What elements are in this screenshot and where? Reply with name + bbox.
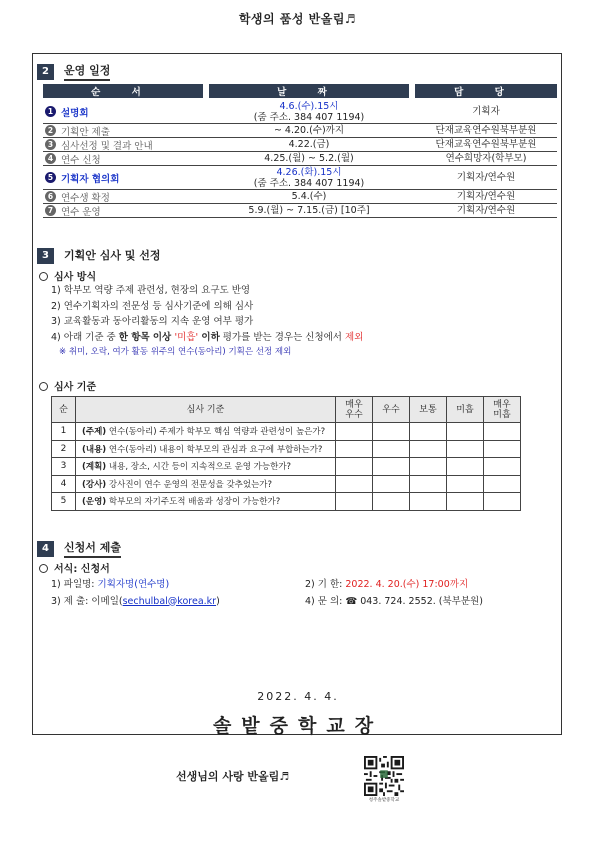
step-2-icon: 2	[45, 125, 56, 136]
criteria-desc: 강사진이 연수 운영의 전문성을 갖추었는가?	[106, 479, 273, 490]
criteria-header-good: 우수	[373, 397, 410, 423]
schedule-row	[43, 152, 557, 166]
schedule-row	[43, 166, 557, 190]
schedule-header-date: 날 짜	[209, 84, 409, 98]
criteria-tag: (강사)	[82, 479, 107, 490]
schedule-row	[43, 100, 557, 124]
criteria-row	[52, 475, 521, 493]
section4-number: 4	[37, 541, 54, 557]
schedule-item: 설명회	[61, 107, 89, 119]
score-cell	[410, 458, 447, 476]
criteria-header-criteria: 심사 기준	[76, 397, 336, 423]
score-cell	[336, 458, 373, 476]
schedule-date-note: (줌 주소. 384 407 1194)	[253, 111, 365, 123]
application-row	[51, 591, 483, 608]
method-item: 1) 학부모 역량 주제 관련성, 현장의 요구도 반영	[51, 285, 251, 296]
method-item: 2) 연수기획자의 전문성 등 심사기준에 의해 심사	[51, 300, 254, 312]
criteria-desc: 학부모의 자기주도적 배움과 성장이 가능한가?	[106, 497, 281, 508]
score-cell	[373, 475, 410, 493]
schedule-row	[43, 204, 557, 218]
criteria-no: 2	[52, 440, 76, 458]
file-name	[51, 576, 305, 590]
criteria-header-no: 순	[52, 397, 76, 423]
deadline	[305, 576, 468, 590]
criteria-no: 5	[52, 493, 76, 511]
section3-number: 3	[37, 248, 54, 264]
criteria-text	[76, 423, 336, 441]
section4-title: 신청서 제출	[64, 539, 121, 558]
score-cell	[447, 475, 484, 493]
schedule-owner: 연수희망자(학부모)	[445, 153, 527, 164]
schedule-date-note: (줌 주소. 384 407 1194)	[253, 177, 365, 189]
step-1-icon: 1	[45, 106, 56, 117]
step-6-icon: 6	[45, 191, 56, 202]
issue-date: 2022. 4. 4.	[257, 690, 339, 703]
method-note: ※ 취미, 오락, 여가 활동 위주의 연수(동아리) 기획은 선정 제외	[59, 347, 292, 357]
form-title: 서식: 신청서	[54, 564, 110, 575]
document-frame	[32, 53, 562, 735]
schedule-date: 4.6.(수).15시	[279, 100, 339, 112]
method-list	[51, 283, 363, 361]
circle-bullet-icon	[39, 564, 48, 573]
score-cell	[484, 475, 521, 493]
application-row	[51, 574, 483, 591]
score-cell	[373, 493, 410, 511]
criteria-text	[76, 493, 336, 511]
score-cell	[373, 458, 410, 476]
section2-number: 2	[37, 64, 54, 80]
score-cell	[410, 493, 447, 511]
qr-code-icon	[364, 756, 404, 796]
criteria-tag: (운영)	[82, 497, 107, 508]
criteria-header-average: 보통	[410, 397, 447, 423]
schedule-date: 4.26.(화).15시	[276, 166, 342, 178]
schedule-header-order: 순 서	[43, 84, 203, 98]
criteria-header-poor: 미흡	[447, 397, 484, 423]
schedule-owner: 기획자/연수원	[456, 205, 516, 216]
circle-bullet-icon	[39, 382, 48, 391]
schedule-owner: 기획자/연수원	[456, 191, 516, 202]
criteria-text	[76, 458, 336, 476]
step-4-icon: 4	[45, 153, 56, 164]
criteria-title: 심사 기준	[54, 382, 97, 393]
step-3-icon: 3	[45, 139, 56, 150]
item4-text: 4) 아래 기준 중	[51, 331, 119, 343]
criteria-text	[76, 475, 336, 493]
schedule-date: 4.25.(월) ~ 5.2.(월)	[264, 153, 354, 164]
criteria-no: 4	[52, 475, 76, 493]
schedule-row	[43, 124, 557, 138]
schedule-date: 4.22.(금)	[288, 139, 330, 150]
section4-header	[37, 539, 121, 558]
item4-insufficient: '미흡'	[174, 331, 199, 343]
submit-close: )	[216, 595, 220, 607]
score-cell	[484, 458, 521, 476]
score-cell	[410, 475, 447, 493]
schedule-table	[43, 84, 557, 218]
contact: 4) 문 의: ☎ 043. 724. 2552. (북부분원)	[305, 595, 483, 607]
application-details	[51, 574, 483, 608]
score-cell	[447, 493, 484, 511]
score-cell	[336, 423, 373, 441]
schedule-item: 연수 운영	[61, 206, 101, 218]
criteria-desc: 연수(동아리) 내용이 학부모의 관심과 요구에 부합하는가?	[106, 444, 323, 455]
criteria-row	[52, 440, 521, 458]
schedule-header-owner: 담 당	[415, 84, 557, 98]
item4-text2: 평가를 받는 경우는 신청에서	[219, 331, 346, 343]
schedule-item: 연수 신청	[61, 154, 101, 166]
schedule-owner: 단재교육연수원북부분원	[435, 139, 537, 150]
score-cell	[447, 458, 484, 476]
criteria-header-very-poor: 매우 미흡	[484, 397, 521, 423]
schedule-row	[43, 138, 557, 152]
top-slogan: 학생의 품성 반올림♬	[238, 12, 357, 26]
score-cell	[373, 440, 410, 458]
schedule-header	[43, 84, 557, 98]
criteria-header-row	[52, 397, 521, 423]
item4-below: 이하	[198, 331, 220, 343]
schedule-date: 5.9.(월) ~ 7.15.(금) [10주]	[248, 205, 370, 216]
score-cell	[373, 423, 410, 441]
score-cell	[336, 475, 373, 493]
criteria-tag: (주제)	[82, 427, 107, 438]
method-item: 3) 교육활동과 동아리활동의 지속 운영 여부 평가	[51, 316, 254, 327]
schedule-owner: 기획자/연수원	[456, 172, 516, 183]
schedule-owner: 기획자	[472, 106, 500, 117]
schedule-date: 5.4.(수)	[291, 191, 327, 202]
schedule-owner: 단재교육연수원북부분원	[435, 125, 537, 136]
signer: 솔밭중학교장	[212, 715, 384, 737]
score-cell	[410, 423, 447, 441]
file-value: 기획자명(연수명)	[97, 578, 170, 590]
score-cell	[447, 440, 484, 458]
criteria-table	[51, 396, 521, 511]
score-cell	[336, 493, 373, 511]
criteria-text	[76, 440, 336, 458]
section2-title: 운영 일정	[64, 62, 110, 81]
section3-header	[37, 247, 161, 264]
section2-header	[37, 62, 110, 81]
method-heading	[39, 268, 96, 283]
score-cell	[410, 440, 447, 458]
submit-label: 3) 제 출: 이메일(	[51, 595, 123, 607]
schedule-item: 기획안 제출	[61, 126, 110, 138]
criteria-header-excellent: 매우 우수	[336, 397, 373, 423]
file-label: 1) 파일명:	[51, 578, 98, 590]
score-cell	[447, 423, 484, 441]
deadline-value: 2022. 4. 20.(수) 17:00까지	[345, 578, 469, 590]
criteria-no: 1	[52, 423, 76, 441]
method-title: 심사 방식	[54, 272, 97, 283]
deadline-label: 2) 기 한:	[305, 578, 346, 590]
schedule-item: 기획자 협의회	[61, 173, 120, 185]
item4-bold: 한 항목 이상	[118, 331, 175, 343]
criteria-no: 3	[52, 458, 76, 476]
schedule-row	[43, 190, 557, 204]
criteria-row	[52, 458, 521, 476]
step-5-icon: 5	[45, 172, 56, 183]
criteria-tag: (내용)	[82, 444, 107, 455]
schedule-item: 심사선정 및 결과 안내	[61, 140, 153, 152]
qr-caption: 청주솔밭중학교	[368, 798, 400, 803]
step-7-icon: 7	[45, 205, 56, 216]
score-cell	[484, 440, 521, 458]
form-heading	[39, 560, 110, 575]
item4-excluded: 제외	[345, 331, 364, 343]
method-item-4	[51, 330, 363, 346]
criteria-desc: 내용, 장소, 시간 등이 지속적으로 운영 가능한가?	[106, 462, 292, 473]
submission	[51, 593, 305, 607]
schedule-date: ~ 4.20.(수)까지	[273, 125, 345, 136]
criteria-row	[52, 493, 521, 511]
criteria-row	[52, 423, 521, 441]
circle-bullet-icon	[39, 272, 48, 281]
score-cell	[484, 493, 521, 511]
score-cell	[484, 423, 521, 441]
email-link[interactable]: sechulbal@korea.kr	[122, 595, 217, 607]
criteria-heading	[39, 378, 96, 393]
criteria-tag: (계획)	[82, 462, 107, 473]
bottom-slogan: 선생님의 사랑 반올림♬	[176, 770, 290, 783]
score-cell	[336, 440, 373, 458]
section3-title: 기획안 심사 및 선정	[64, 249, 161, 262]
schedule-item: 연수생 확정	[61, 192, 110, 204]
criteria-desc: 연수(동아리) 주제가 학부모 핵심 역량과 관련성이 높은가?	[106, 427, 326, 438]
